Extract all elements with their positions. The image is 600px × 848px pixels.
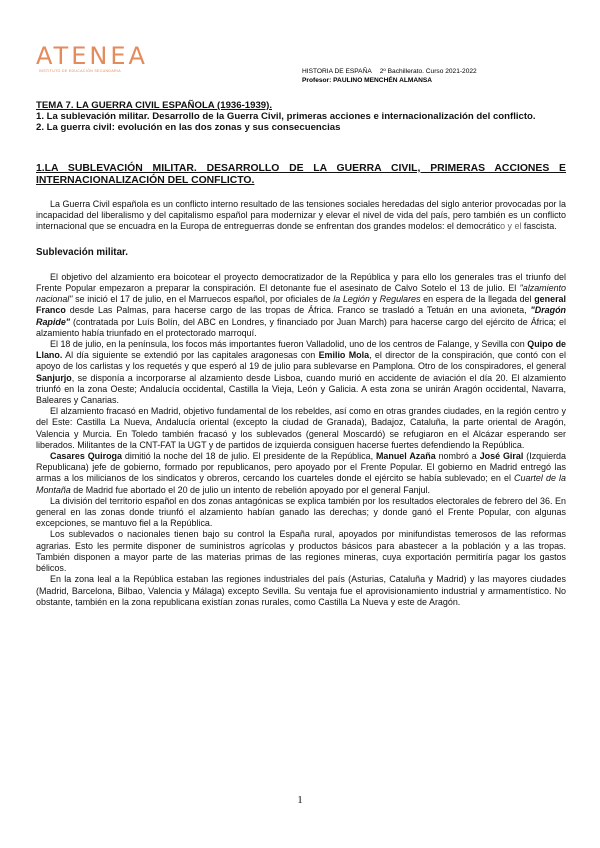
page-number: 1 [297, 794, 303, 806]
logo-word: ATENEA [36, 42, 148, 70]
text-span: Al día siguiente se extendió por las capitales aragonesas con [62, 350, 319, 361]
text-span: nombró a [435, 451, 480, 462]
text-bold-italic: "Dragón Rapide" [36, 305, 566, 327]
topic-titles [36, 100, 566, 133]
text-span: La Guerra Civil española es un conflicto interno resultado de las tensiones sociales heredadas del siglo anterior provocadas por la incapacidad del liberalismo y del capitalismo español para modernizar y elevar el nivel de vida del país, pero también es un conflicto internacional que se encuadra en la Europa de entreguerras donde se enfrentan dos grandes modelos: el democrátic [36, 199, 566, 232]
course-year: 2º Bachillerato. Curso 2021-2022 [379, 68, 477, 75]
text-span: de Madrid fue abortado el 20 de julio un intento de rebelión apoyado por el general Fanjul. [70, 484, 431, 495]
text-bold: Casares Quiroga [50, 451, 122, 462]
paragraph-4 [36, 451, 566, 496]
document-body [36, 199, 566, 608]
text-italic: la Legión [333, 294, 370, 305]
text-span: dimitió la noche del 18 de julio. El presidente de la República, [121, 451, 376, 462]
text-italic: Cuartel de la Montaña [36, 473, 566, 495]
topic-point-1: 1. La sublevación militar. Desarrollo de la Guerra Civil, primeras acciones e internacionalización del conflicto. [36, 111, 536, 122]
text-span: o y el [500, 221, 522, 232]
text-italic: Regulares [379, 294, 421, 305]
paragraph-6: Los sublevados o nacionales tienen bajo su control la España rural, apoyados por minifundistas temerosos de las reformas agrarias. Esto les permite disponer de suministros agrícolas y productos básicos para abastecer a la población y a las tropas. También disponen a mayor parte de las materias primas de las regiones mineras, cuya exportación permitiría pagar los gastos bélicos. [36, 529, 566, 574]
text-bold: Sanjurjo [36, 372, 72, 383]
text-span: (contratada por Luís Bolín, del ABC en Londres, y financiado por Juan March) para hacerse cargo del ejército de África; el alzamiento había triunfado en el protectorado marroquí. [36, 316, 566, 338]
teacher-name: Profesor: PAULINO MENCHÉN ALMANSA [302, 77, 433, 84]
text-span: (Izquierda Republicana) jefe de gobierno, formado por republicanos, pero apoyado por el Frente Popular. El gobierno en Madrid entregó las armas a los milicianos de los sindicatos y obreros, cercando los cuarteles donde el ejército se había sublevado; en el [36, 451, 566, 484]
paragraph-7: En la zona leal a la República estaban las regiones industriales del país (Asturias, Cataluña y Madrid) y las mayores ciudades (Madrid, Barcelona, Bilbao, Valencia y Málaga) excepto Sevilla. Su ventaja fue el aprovisionamiento industrial y armamentístico. No obstante, también en la zona republicana existían zonas rurales, como Castilla La Nueva y este de Aragón. [36, 574, 566, 607]
text-span: El 18 de julio, en la península, los focos más importantes fueron Valladolid, uno de los centros de Falange, y Sevilla con [50, 339, 528, 350]
text-span: desde Las Palmas, para hacerse cargo de las tropas de África. Franco se trasladó a Tetuán en una avioneta, [65, 305, 531, 316]
paragraph-2 [36, 339, 566, 406]
course-name: HISTORIA DE ESPAÑA [302, 68, 372, 75]
logo-subtitle: INSTITUTO DE EDUCACIÓN SECUNDARIA [39, 69, 121, 73]
text-bold: José Giral [479, 451, 524, 462]
text-bold: Manuel Azaña [375, 451, 436, 462]
text-bold: Emilio Mola [318, 350, 370, 361]
section-title: 1.LA SUBLEVACIÓN MILITAR. DESARROLLO DE LA GUERRA CIVIL, PRIMERAS ACCIONES E INTERNACIONALIZACIÓN DEL CONFLICTO. [36, 163, 566, 186]
paragraph-5: La división del territorio español en dos zonas antagónicas se explica también por los resultados electorales de febrero del 36. En general en las zonas donde triunfó el alzamiento habían ganado las derechas; y donde ganó el Frente Popular, con algunas excepciones, se mantuvo fiel a la República. [36, 495, 566, 529]
paragraph-3: El alzamiento fracasó en Madrid, objetivo fundamental de los rebeldes, así como en otras grandes ciudades, en la región centro y del Este: Castilla La Nueva, Andalucía oriental (excepto la ciudad de Granada), Badajoz, Cataluña, la parte oriental de Aragón, Valencia y Murcia. En Toledo también fracasó y los sublevados (general Moscardó) se refugiaron en el Alcázar esperando ser liberados. Militantes de la CNT-FAT la UGT y de partidos de izquierda consiguen hacerse fuertes defendiendo la República. [36, 406, 566, 450]
paragraph-1 [36, 272, 566, 339]
text-span: , el director de la conspiración, que contó con el apoyo de los carlistas y los requetés y que esperó al 19 de julio para sublevarse en Pamplona. Otro de los conspiradores, el general [36, 350, 566, 372]
topic-title: TEMA 7. LA GUERRA CIVIL ESPAÑOLA (1936-1939). [36, 100, 272, 111]
text-bold: general Franco [36, 294, 567, 316]
text-span: en espera de la llegada del [420, 294, 535, 305]
text-span: fascista. [521, 221, 557, 232]
atenea-logo [36, 44, 148, 73]
intro-paragraph [36, 199, 566, 233]
text-italic: "alzamiento nacional" [36, 283, 566, 305]
text-span: , se disponía a incorporarse al alzamiento desde Lisboa, cuando murió en accidente de aviación el día 20. El alzamiento triunfó en la zona Oeste; Andalucía occidental, Castilla la Vieja, León y Galicia. A esta zona se unirán Aragón occidental, Navarra, Baleares y Canarias. [36, 372, 566, 406]
text-span: se inició el 17 de julio, en el Marruecos español, por oficiales de [72, 294, 334, 305]
text-bold: Quipo de Llano. [36, 339, 566, 361]
document-header [302, 67, 477, 85]
topic-point-2: 2. La guerra civil: evolución en las dos zonas y sus consecuencias [36, 122, 341, 133]
text-span: El objetivo del alzamiento era boicotear el proyecto democratizador de la República y para ello los generales tras el triunfo del Frente Popular empezaron a preparar la conspiración. El detonante fue el asesinato de Calvo Sotelo el 13 de julio. El [36, 271, 566, 294]
subheading: Sublevación militar. [36, 246, 129, 258]
text-span: y [369, 294, 380, 305]
